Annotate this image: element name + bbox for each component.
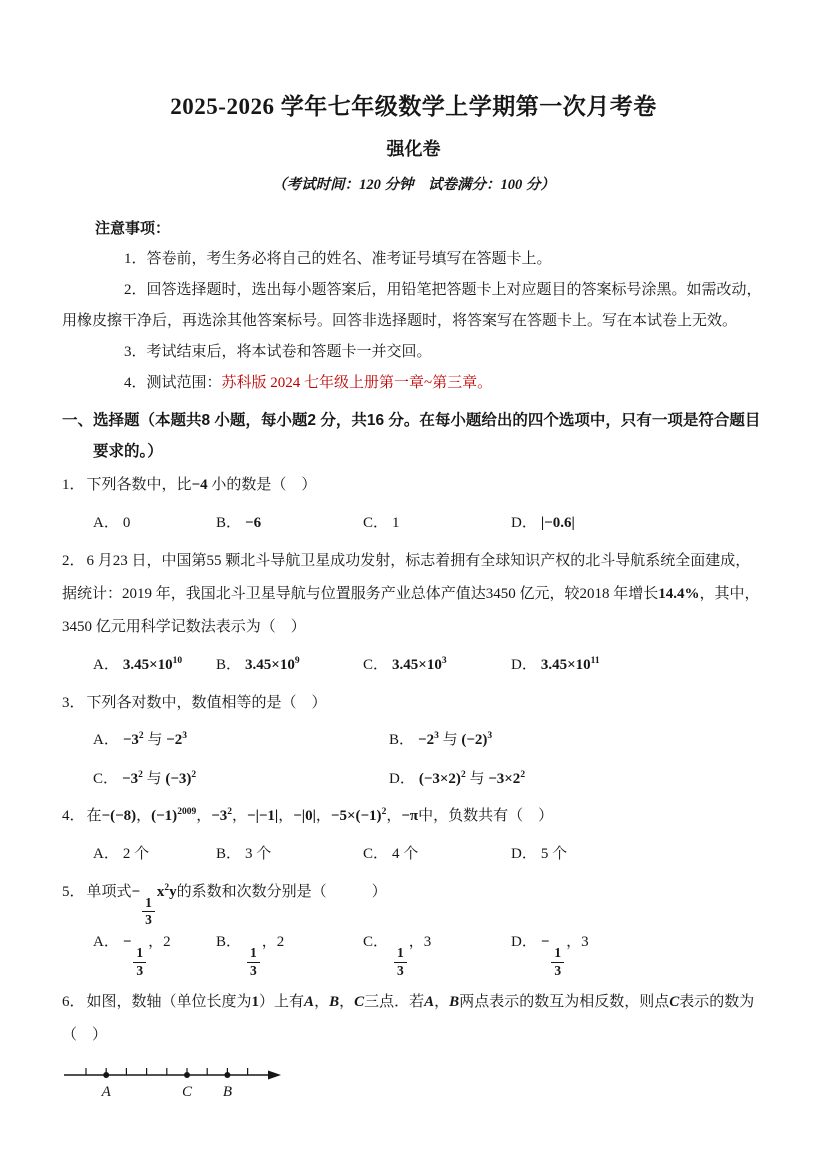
section-heading: 一、选择题（本题共8 小题，每小题2 分，共16 分。在每小题给出的四个选项中，只有一项是符合题目要求的。） bbox=[62, 412, 761, 460]
options-row bbox=[62, 728, 765, 788]
notice-item-text: 3．考试结束后，将本试卷和答题卡一并交回。 bbox=[124, 344, 432, 360]
text-segment: −|0| bbox=[293, 808, 316, 824]
option-label: C． bbox=[93, 771, 119, 787]
text-segment: ，2 bbox=[261, 934, 285, 951]
question-stem bbox=[62, 469, 765, 502]
fraction-numerator: 1 bbox=[247, 946, 260, 962]
question-number: 2． bbox=[62, 553, 85, 569]
text-segment: 在 bbox=[86, 808, 102, 824]
option-label: B． bbox=[216, 514, 242, 531]
option-B bbox=[216, 930, 363, 977]
question-number: 5． bbox=[62, 884, 85, 900]
notice-item-text: 2．回答选择题时，选出每小题答案后，用铅笔把答题卡上对应题目的答案标号涂黑。如需改动，用橡皮擦干净后，再选涂其他答案标号。回答非选择题时，将答案写在答题卡上。写在本试卷上无效。 bbox=[62, 282, 762, 329]
text-segment: 1 bbox=[251, 993, 260, 1010]
text-segment: ， bbox=[136, 808, 152, 824]
text-segment: 三点．若 bbox=[364, 993, 425, 1010]
text-segment: ，3 bbox=[566, 934, 589, 951]
question-1 bbox=[62, 469, 765, 537]
text-segment: 的系数和次数分别是（ ） bbox=[176, 884, 387, 900]
option-A bbox=[93, 653, 216, 674]
option-C bbox=[93, 767, 389, 788]
question-number: 1． bbox=[62, 477, 85, 493]
math-fraction bbox=[247, 946, 260, 977]
text-segment: −π bbox=[401, 808, 419, 824]
text-segment: −2 bbox=[418, 732, 435, 748]
fraction-numerator: 1 bbox=[133, 946, 146, 962]
option-D bbox=[511, 653, 600, 674]
math-fraction bbox=[551, 946, 564, 977]
text-segment: ， bbox=[232, 808, 248, 824]
point-dot-C bbox=[184, 1072, 190, 1078]
notice-item-4 bbox=[62, 368, 765, 399]
math-superscript: 2 bbox=[227, 807, 233, 817]
option-label: B． bbox=[389, 732, 415, 748]
option-label: D． bbox=[389, 771, 415, 787]
text-segment: ， bbox=[434, 993, 450, 1010]
option-label: D． bbox=[511, 656, 537, 673]
option-D bbox=[389, 767, 765, 788]
notice-heading: 注意事项： bbox=[95, 220, 171, 237]
math-superscript: 10 bbox=[172, 655, 183, 666]
text-segment: C bbox=[354, 993, 365, 1010]
text-segment: −3 bbox=[122, 732, 139, 748]
text-segment: A bbox=[304, 993, 315, 1010]
option-label: C． bbox=[363, 514, 389, 531]
text-segment: −4 bbox=[191, 477, 208, 493]
math-superscript: 2009 bbox=[177, 807, 197, 817]
math-superscript: 11 bbox=[590, 655, 600, 666]
option-label: A． bbox=[93, 514, 119, 531]
axis-arrow-icon bbox=[268, 1070, 281, 1079]
fraction-numerator: 1 bbox=[142, 896, 155, 912]
math-superscript: 2 bbox=[460, 770, 466, 780]
text-segment: C bbox=[669, 993, 680, 1010]
question-stem bbox=[62, 687, 765, 720]
text-segment: (−3) bbox=[165, 771, 192, 787]
text-segment: (−1) bbox=[151, 808, 178, 824]
question-number: 4． bbox=[62, 808, 85, 824]
text-segment: ， bbox=[278, 808, 294, 824]
question-number: 6． bbox=[62, 993, 85, 1010]
fraction-numerator: 1 bbox=[551, 946, 564, 962]
text-segment: 与 bbox=[143, 732, 167, 748]
number-line-figure bbox=[62, 1062, 286, 1110]
text-segment: ，其中，3450 亿元用科学记数法表示为（ ） bbox=[62, 586, 760, 635]
text-segment: 单项式 bbox=[86, 884, 132, 900]
question-6 bbox=[62, 986, 765, 1115]
math-fraction bbox=[142, 896, 155, 927]
text-segment: 与 bbox=[465, 771, 489, 787]
option-label: B． bbox=[216, 656, 242, 673]
text-segment: 3.45×10 bbox=[540, 656, 591, 673]
option-C bbox=[363, 653, 511, 674]
text-segment: 3.45×10 bbox=[245, 656, 295, 673]
option-D bbox=[511, 842, 567, 863]
notice-item-3 bbox=[62, 337, 765, 368]
fraction-denominator: 3 bbox=[397, 962, 404, 978]
text-segment: −5×(−1) bbox=[330, 808, 382, 824]
text-segment: A bbox=[424, 993, 435, 1010]
text-segment: ， bbox=[314, 993, 330, 1010]
notice-item-text: 4．测试范围： bbox=[124, 375, 222, 391]
text-segment: −3×2 bbox=[488, 771, 521, 787]
math-superscript: 2 bbox=[164, 883, 170, 893]
point-label: C bbox=[181, 1083, 193, 1100]
exam-info: （考试时间：120 分钟 试卷满分：100 分） bbox=[272, 177, 555, 193]
option-label: C． bbox=[363, 656, 389, 673]
text-segment: y bbox=[169, 884, 177, 900]
option-label: B． bbox=[216, 934, 242, 951]
options-row bbox=[62, 836, 765, 868]
text-segment: 表示的数为（ ） bbox=[62, 993, 755, 1043]
option-label: D． bbox=[511, 934, 537, 951]
point-dot-A bbox=[103, 1072, 109, 1078]
options-row bbox=[62, 930, 765, 977]
fraction-numerator: 1 bbox=[394, 946, 407, 962]
text-segment: ）上有 bbox=[259, 993, 305, 1010]
notice-item-2 bbox=[62, 275, 765, 337]
notice-list bbox=[62, 244, 765, 399]
option-A bbox=[93, 728, 389, 749]
option-label: D． bbox=[511, 514, 537, 531]
math-superscript: 3 bbox=[434, 731, 439, 741]
text-segment: 下列各对数中，数值相等的是（ ） bbox=[86, 695, 327, 711]
text-segment: ， bbox=[339, 993, 355, 1010]
text-segment: 1 bbox=[392, 514, 400, 531]
text-segment: − bbox=[122, 934, 132, 951]
option-B bbox=[216, 842, 363, 863]
math-superscript: 2 bbox=[138, 731, 144, 741]
option-C bbox=[363, 511, 511, 532]
text-segment: −3 bbox=[122, 771, 139, 787]
text-segment: −3 bbox=[211, 808, 228, 824]
option-D bbox=[511, 511, 575, 532]
text-segment: − bbox=[540, 934, 550, 951]
option-label: A． bbox=[93, 845, 119, 862]
text-segment: ， bbox=[386, 808, 402, 824]
math-superscript: 9 bbox=[294, 655, 300, 666]
page-title: 2025-2026 学年七年级数学上学期第一次月考卷 bbox=[170, 94, 657, 119]
math-fraction bbox=[394, 946, 407, 977]
page-subtitle: 强化卷 bbox=[386, 139, 441, 159]
text-segment: 3.45×10 bbox=[392, 656, 442, 673]
options-row bbox=[62, 505, 765, 537]
text-segment: 2 个 bbox=[122, 845, 150, 862]
text-segment: 与 bbox=[438, 732, 462, 748]
text-segment: − bbox=[131, 884, 141, 900]
notice-item-text: 1．答卷前，考生务必将自己的姓名、准考证号填写在答题卡上。 bbox=[124, 251, 552, 267]
text-segment: −|−1| bbox=[247, 808, 279, 824]
option-B bbox=[389, 728, 765, 749]
text-segment: 3.45×10 bbox=[122, 656, 173, 673]
text-segment: −2 bbox=[166, 732, 183, 748]
question-stem bbox=[62, 545, 765, 644]
text-segment: 0 bbox=[122, 514, 131, 531]
text-segment: −(−8) bbox=[101, 808, 137, 824]
option-B bbox=[216, 653, 363, 674]
fraction-denominator: 3 bbox=[250, 962, 257, 978]
math-superscript: 2 bbox=[138, 770, 143, 780]
math-superscript: 3 bbox=[441, 655, 447, 666]
option-label: C． bbox=[363, 934, 389, 951]
math-fraction bbox=[133, 946, 146, 977]
point-label: A bbox=[101, 1083, 111, 1100]
text-segment: B bbox=[449, 993, 460, 1010]
option-label: B． bbox=[216, 845, 242, 862]
option-label: A． bbox=[93, 656, 119, 673]
option-C bbox=[363, 930, 511, 977]
text-segment: 中，负数共有（ ） bbox=[418, 808, 554, 824]
text-segment: ， bbox=[196, 808, 212, 824]
text-segment: x bbox=[156, 884, 165, 900]
text-segment: 4 个 bbox=[392, 845, 419, 862]
fraction-denominator: 3 bbox=[136, 962, 144, 978]
text-segment: 如图，数轴（单位长度为 bbox=[86, 993, 252, 1010]
notice-item-1 bbox=[62, 244, 765, 275]
question-5 bbox=[62, 876, 765, 978]
question-number: 3． bbox=[62, 695, 85, 711]
question-2 bbox=[62, 545, 765, 679]
text-segment: 6 月23 日，中国第55 颗北斗导航卫星成功发射，标志着拥有全球知识产权的北斗导航系统全面建成，据统计：2019 年，我国北斗卫星导航与位置服务产业总体产值达3450 亿元，较2018 年增长 bbox=[62, 553, 751, 602]
text-segment: ，2 bbox=[148, 934, 171, 951]
math-superscript: 2 bbox=[381, 807, 387, 817]
questions bbox=[62, 469, 765, 1115]
option-A bbox=[93, 842, 216, 863]
question-stem bbox=[62, 800, 765, 833]
option-label: A． bbox=[93, 934, 119, 951]
point-label: B bbox=[222, 1083, 232, 1100]
math-superscript: 3 bbox=[487, 731, 493, 741]
options-row bbox=[62, 647, 765, 679]
option-label: D． bbox=[511, 845, 537, 862]
option-label: C． bbox=[363, 845, 389, 862]
math-superscript: 2 bbox=[520, 770, 526, 780]
question-3 bbox=[62, 687, 765, 788]
text-segment: 5 个 bbox=[540, 845, 568, 862]
math-superscript: 3 bbox=[182, 731, 187, 741]
text-segment: 14.4% bbox=[658, 586, 700, 602]
text-segment: ，3 bbox=[408, 934, 432, 951]
text-segment: ， bbox=[315, 808, 331, 824]
text-segment: |−0.6| bbox=[540, 514, 575, 531]
option-A bbox=[93, 511, 216, 532]
option-D bbox=[511, 930, 589, 977]
notice-item-highlight: 苏科版 2024 七年级上册第一章~第三章。 bbox=[221, 375, 493, 391]
option-A bbox=[93, 930, 216, 977]
text-segment: B bbox=[329, 993, 340, 1010]
question-stem bbox=[62, 986, 765, 1052]
text-segment: 小的数是（ ） bbox=[207, 477, 317, 493]
text-segment: 与 bbox=[142, 771, 166, 787]
option-label: A． bbox=[93, 732, 119, 748]
text-segment: 下列各数中，比 bbox=[86, 477, 192, 493]
fraction-denominator: 3 bbox=[145, 912, 152, 928]
option-C bbox=[363, 842, 511, 863]
point-dot-B bbox=[224, 1072, 230, 1078]
text-segment: −6 bbox=[245, 514, 262, 531]
math-superscript: 2 bbox=[191, 770, 197, 780]
text-segment: 3 个 bbox=[245, 845, 272, 862]
question-4 bbox=[62, 800, 765, 868]
question-stem bbox=[62, 876, 765, 927]
text-segment: (−2) bbox=[461, 732, 488, 748]
option-B bbox=[216, 511, 363, 532]
fraction-denominator: 3 bbox=[554, 962, 562, 978]
text-segment: 两点表示的数互为相反数，则点 bbox=[459, 993, 670, 1010]
text-segment: (−3×2) bbox=[418, 771, 461, 787]
